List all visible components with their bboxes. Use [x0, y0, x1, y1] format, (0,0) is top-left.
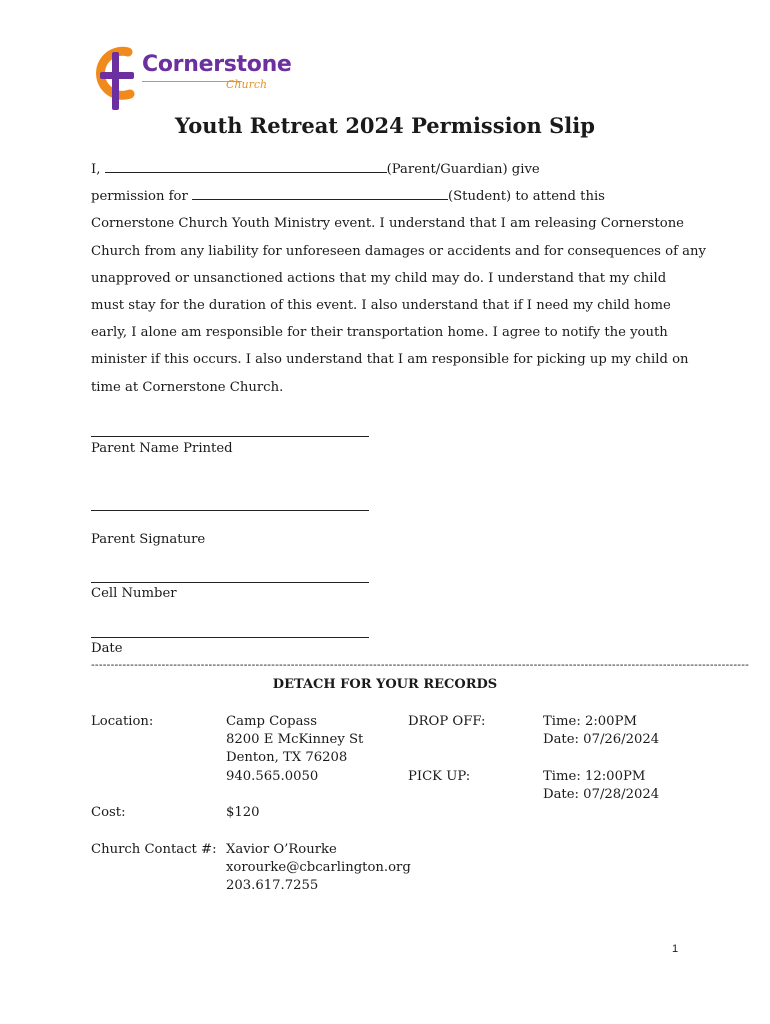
dropoff-label: DROP OFF: — [408, 714, 486, 729]
parent-guardian-blank[interactable] — [105, 160, 387, 173]
student-suffix: (Student) to attend this — [447, 189, 605, 205]
dropoff-date: Date: 07/26/2024 — [543, 732, 660, 748]
logo-name: Cornerstone — [142, 52, 292, 77]
cross-c-logo-icon — [90, 44, 140, 112]
contact-phone: 203.617.7255 — [226, 878, 319, 894]
body-line: time at Cornerstone Church. — [91, 379, 284, 395]
parent-suffix: (Parent/Guardian) give — [386, 162, 540, 177]
contact-name: Xavior O’Rourke — [226, 842, 337, 857]
pickup-time: Time: 12:00PM — [543, 769, 646, 784]
contact-details — [226, 841, 411, 896]
dropoff-details — [543, 713, 659, 749]
cost-value: $120 — [226, 805, 260, 820]
detach-dashes: ------------------------------------------------------------------------------------------------------------------------------------------------------------------------ — [91, 658, 750, 671]
body-line: must stay for the duration of this event. I also understand that if I need my child home — [91, 298, 671, 314]
location-line: 8200 E McKinney St — [226, 732, 364, 748]
detach-heading: DETACH FOR YOUR RECORDS — [272, 677, 498, 692]
pickup-label: PICK UP: — [408, 769, 471, 784]
body-line: Cornerstone Church Youth Ministry event. I understand that I am releasing Cornerstone — [91, 216, 684, 232]
student-blank[interactable] — [192, 187, 448, 200]
cell-number-label: Cell Number — [91, 586, 177, 601]
parent-name-line[interactable] — [91, 436, 369, 437]
body-line: early, I alone am responsible for their transportation home. I agree to notify the youth — [91, 325, 668, 341]
parent-line — [91, 156, 691, 183]
date-label: Date — [91, 641, 123, 656]
location-details — [226, 713, 363, 786]
parent-signature-label: Parent Signature — [91, 532, 206, 547]
location-line: Denton, TX 76208 — [226, 750, 348, 766]
pickup-date: Date: 07/28/2024 — [543, 787, 660, 803]
parent-name-label: Parent Name Printed — [91, 441, 233, 456]
contact-label: Church Contact #: — [91, 842, 217, 857]
student-line — [91, 183, 691, 210]
cost-label: Cost: — [91, 805, 126, 820]
church-logo — [90, 44, 300, 112]
location-label: Location: — [91, 714, 154, 729]
location-line: 940.565.0050 — [226, 768, 319, 784]
location-line: Camp Copass — [226, 714, 317, 729]
cell-number-line[interactable] — [91, 582, 369, 583]
page-number: 1 — [672, 943, 679, 955]
pickup-details — [543, 768, 659, 804]
body-line: unapproved or unsanctioned actions that my child may do. I understand that my child — [91, 270, 667, 286]
body-line: minister if this occurs. I also understand that I am responsible for picking up my child on — [91, 352, 689, 368]
logo-sub: Church — [226, 78, 268, 91]
permission-paragraph — [91, 156, 706, 401]
body-line: Church from any liability for unforeseen damages or accidents and for consequences of any — [91, 243, 706, 259]
contact-email: xorourke@cbcarlington.org — [226, 860, 411, 876]
page-title: Youth Retreat 2024 Permission Slip — [175, 113, 595, 138]
parent-prefix: I, — [91, 162, 101, 177]
parent-signature-line[interactable] — [91, 510, 369, 511]
student-prefix: permission for — [91, 189, 188, 205]
date-line[interactable] — [91, 637, 369, 638]
dropoff-time: Time: 2:00PM — [543, 714, 637, 729]
